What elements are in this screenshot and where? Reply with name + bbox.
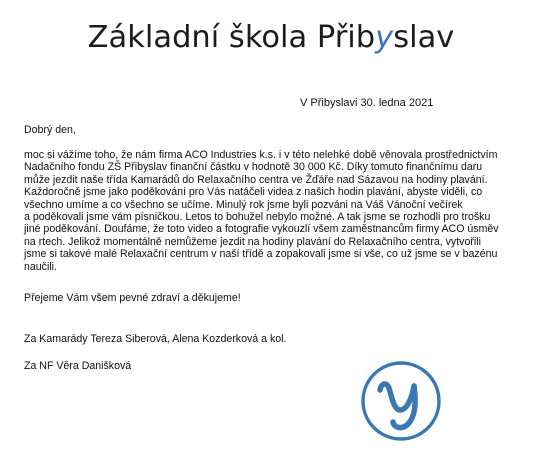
signature-fund: Za NF Věra Danišková (24, 360, 132, 372)
paragraph-line: Každoročně jsme jako poděkování pro Vás natáčeli videa z našich hodin plavání, abyste viděli, co (24, 186, 483, 199)
paragraph-line: Nadačního fondu ZŠ Přibyslav finanční částku v hodnotě 30 000 Kč. Díky tomuto finančnímu daru (24, 161, 483, 174)
y-circle-logo-icon (360, 360, 442, 442)
paragraph-line: moc si vážíme toho, že nám firma ACO Industries k.s. i v této nelehké době věnovala prostřednictvím (24, 149, 498, 161)
signature-class: Za Kamarády Tereza Siberová, Alena Kozderková a kol. (24, 333, 287, 345)
school-title (0, 20, 542, 55)
letter-date: V Přibyslavi 30. ledna 2021 (300, 97, 434, 109)
paragraph-line: naučili. (24, 260, 57, 273)
paragraph-line: může jezdit naše třída Kamarádů do Relaxačního centra ve Žďáře nad Sázavou na hodiny plavání. (24, 173, 488, 186)
paragraph-line: jiné poděkování. Doufáme, že toto video a fotografie vykouzlí všem zaměstnancům firmy ACO úsměv (24, 223, 499, 236)
paragraph-line: a poděkovali jsme vám písničkou. Letos to bohužel nebylo možné. A tak jsme se rozhodli pro trošku (24, 211, 491, 224)
letter-wish: Přejeme Vám všem pevné zdraví a děkujeme! (24, 292, 241, 304)
letter-paragraph (24, 149, 499, 273)
paragraph-line: na rtech. Jelikož momentálně nemůžeme jezdit na hodiny plavání do Relaxačního centra, vytvořili (24, 235, 481, 248)
paragraph-line: jsme si takové malé Relaxační centrum v naší třídě a zopakovali jsme si vše, co už jsme se v bazénu (24, 248, 498, 261)
school-title-part2: slav (393, 20, 455, 55)
school-title-accent: y (375, 20, 394, 55)
school-title-part1: Základní škola Přib (87, 20, 376, 55)
paragraph-line: všechno umíme a co všechno se učíme. Minulý rok jsme byli pozváni na Váš Vánoční večírek (24, 198, 463, 211)
letter-greeting: Dobrý den, (24, 124, 76, 136)
